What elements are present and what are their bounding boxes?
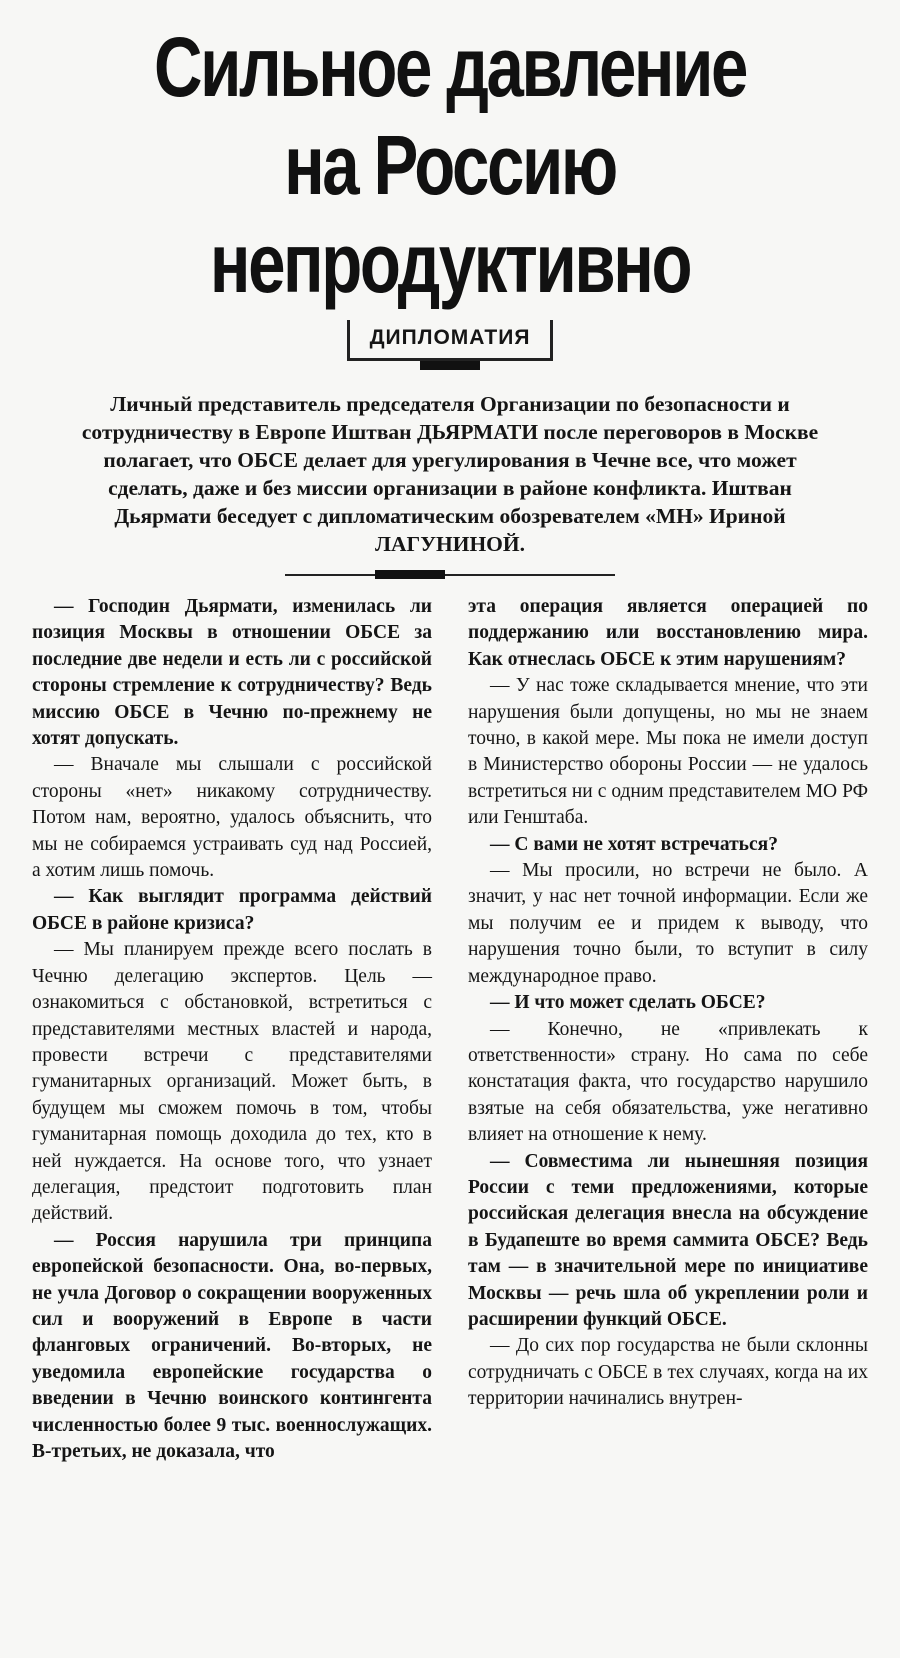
question-paragraph: — С вами не хотят встречаться? xyxy=(490,833,778,855)
answer-paragraph: — До сих пор государства не были склонны сотрудничать с ОБСЕ в тех случаях, когда на их территории начинались внутрен- xyxy=(468,1335,868,1410)
answer-paragraph: — У нас тоже складывается мнение, что эти нарушения были допущены, но мы не знаем точно, в какой мере. Мы пока не имели доступ в Министерство обороны России — не удалось встретиться ни с одним представителем МО РФ или Генштаба. xyxy=(468,675,868,829)
rubric-box xyxy=(347,320,554,370)
column-right xyxy=(468,594,868,1465)
lead-divider-block xyxy=(375,570,445,579)
question-paragraph: — И что может сделать ОБСЕ? xyxy=(490,992,766,1014)
question-paragraph: — Как выглядит программа действий ОБСЕ в районе кризиса? xyxy=(32,886,432,934)
article-headline xyxy=(114,18,786,312)
question-paragraph: — Совместима ли нынешняя позиция России с теми предложениями, которые российская делегация внесла на обсуждение в Будапеште во время саммита ОБСЕ? Ведь там — в значительной мере по инициативе Москвы — речь шла об укреплении роли и расширении функций ОБСЕ. xyxy=(468,1150,868,1330)
question-paragraph: — Россия нарушила три принципа европейской безопасности. Она, во-первых, не учла Договор о сокращении вооруженных сил и вооружений в Европе в части фланговых ограничений. Во-вторых, не уведомила европейские государства о введении в Чечню воинского контингента численностью более 9 тыс. военнослужащих. В-третьих, не доказала, что xyxy=(32,1229,432,1462)
column-left xyxy=(32,594,432,1465)
question-paragraph-continued: эта операция является операцией по поддержанию или восстановлению мира. Как отнеслась ОБСЕ к этим нарушениям? xyxy=(468,596,868,670)
question-paragraph: — Господин Дьярмати, изменилась ли позиция Москвы в отношении ОБСЕ за последние две недели и есть ли с российской стороны стремление к сотрудничеству? Ведь миссию ОБСЕ в Чечню по-прежнему не хотят допускать. xyxy=(32,596,432,750)
article-body xyxy=(30,594,870,1465)
answer-paragraph: — Мы просили, но встречи не было. А значит, у нас нет точной информации. Если же мы получим ее и придем к выводу, что нарушения точно были, то вступит в силу международное право. xyxy=(468,860,868,987)
answer-paragraph: — Мы планируем прежде всего послать в Чечню делегацию экспертов. Цель — ознакомиться с обстановкой, встретиться с представителями местных властей и народа, провести встречи с представителями гуманитарных организаций. Может быть, в будущем мы сможем помочь в том, чтобы гуманитарная помощь доходила до тех, кто в ней нуждается. На основе того, что узнает делегация, предстоит подготовить план действий. xyxy=(32,939,432,1225)
lead-divider xyxy=(285,574,615,576)
rubric-decoration xyxy=(420,361,480,370)
answer-paragraph: — Конечно, не «привлекать к ответственности» страну. Но сама по себе констатация факта, что государство нарушило взятые на себя обязательства, уже негативно влияет на отношение к нему. xyxy=(468,1018,868,1146)
rubric-container xyxy=(30,320,870,370)
rubric-label: ДИПЛОМАТИЯ xyxy=(347,320,554,361)
headline-line-1: Сильное давление xyxy=(153,20,747,114)
answer-paragraph: — Вначале мы слышали с российской стороны «нет» никакому сотрудничеству. Потом нам, вероятно, удалось объяснить, что мы не собираемся устраивать суд над Россией, а хотим лишь помочь. xyxy=(32,754,432,882)
article-lead: Личный представитель председателя Организации по безопасности и сотрудничеству в Европе Иштван ДЬЯРМАТИ после переговоров в Москве полагает, что ОБСЕ делает для урегулирования в Чечне все, что может сделать, даже и без миссии организации в районе конфликта. Иштван Дьярмати беседует с дипломатическим обозревателем «МН» Ириной ЛАГУНИНОЙ. xyxy=(81,392,819,556)
headline-line-2: на Россию непродуктивно xyxy=(209,118,691,310)
